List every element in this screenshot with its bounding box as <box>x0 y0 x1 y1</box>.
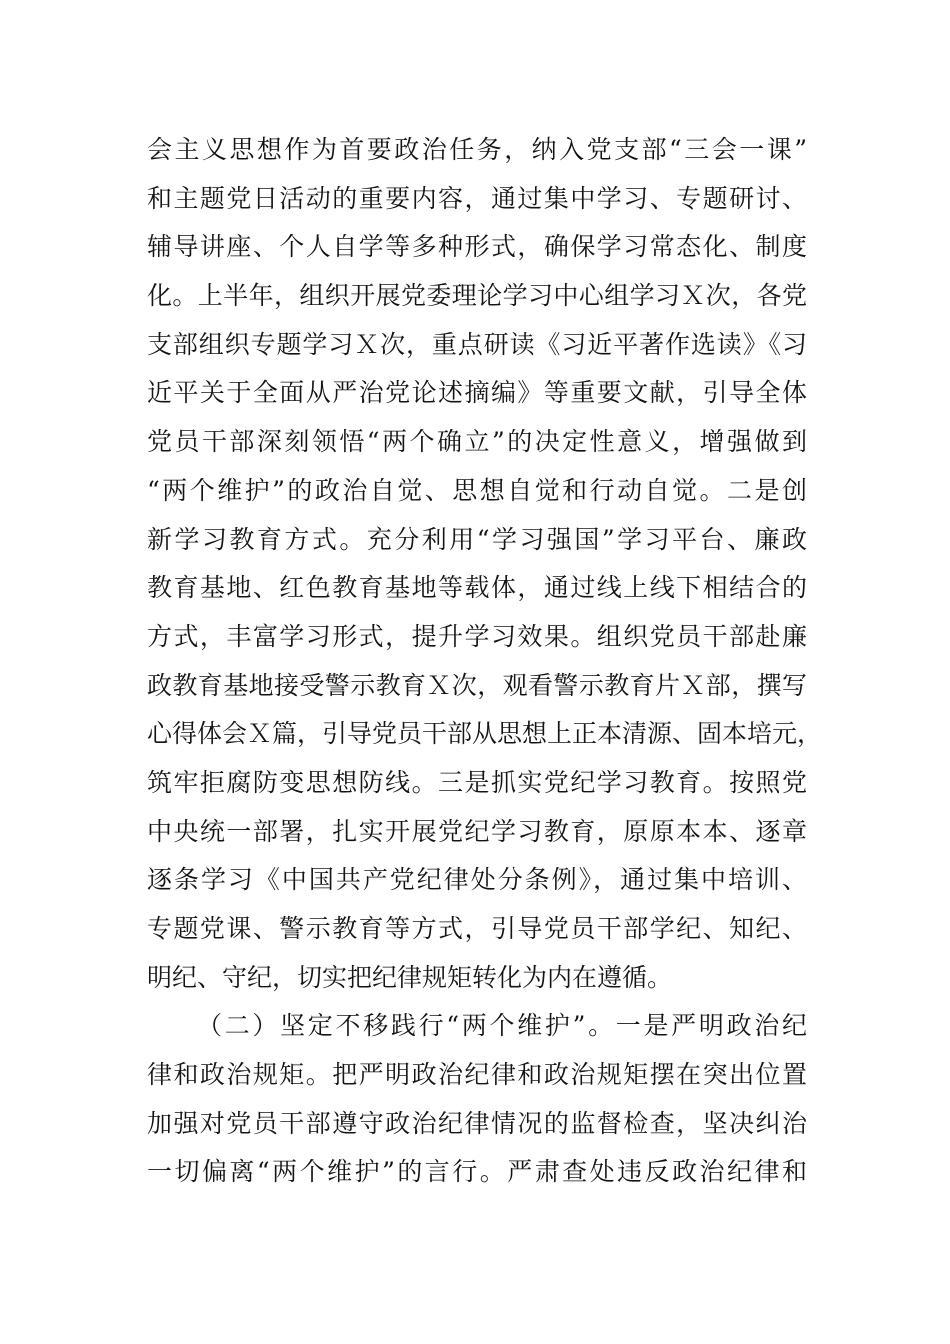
paragraph-1-line: 辅导讲座、个人自学等多种形式，确保学习常态化、制度 <box>147 232 807 262</box>
paragraph-2-line: 律和政治规矩。把严明政治纪律和政治规矩摆在突出位置 <box>147 1060 807 1090</box>
document-body <box>147 126 823 1197</box>
paragraph-1-line: 中央统一部署，扎实开展党纪学习教育，原原本本、逐章 <box>147 816 807 846</box>
paragraph-1-line: 教育基地、红色教育基地等载体，通过线上线下相结合的 <box>147 573 807 603</box>
paragraph-1-line: 支部组织专题学习Ｘ次，重点研读《习近平著作选读》《习 <box>147 329 807 359</box>
paragraph-1-line: “两个维护”的政治自觉、思想自觉和行动自觉。二是创 <box>147 475 807 505</box>
paragraph-1-line: 会主义思想作为首要政治任务，纳入党支部“三会一课” <box>147 135 807 164</box>
paragraph-1-line: 心得体会Ｘ篇，引导党员干部从思想上正本清源、固本培元， <box>147 719 823 749</box>
paragraph-1-line: 和主题党日活动的重要内容，通过集中学习、专题研讨、 <box>147 183 807 213</box>
paragraph-1-line: 新学习教育方式。充分利用“学习强国”学习平台、廉政 <box>147 524 807 554</box>
paragraph-1-line: 专题党课、警示教育等方式，引导党员干部学纪、知纪、 <box>147 914 807 943</box>
paragraph-1-line: 逐条学习《中国共产党纪律处分条例》，通过集中培训、 <box>147 865 807 895</box>
paragraph-2-heading-line: （二）坚定不移践行“两个维护”。一是严明政治纪 <box>197 1011 807 1041</box>
paragraph-1-line: 政教育基地接受警示教育Ｘ次，观看警示教育片Ｘ部，撰写 <box>147 670 807 700</box>
paragraph-2-line: 加强对党员干部遵守政治纪律情况的监督检查，坚决纠治 <box>147 1108 807 1138</box>
paragraph-1-line: 方式，丰富学习形式，提升学习效果。组织党员干部赴廉 <box>147 621 807 651</box>
paragraph-1-line: 近平关于全面从严治党论述摘编》等重要文献，引导全体 <box>147 378 807 408</box>
paragraph-1-line: 化。上半年，组织开展党委理论学习中心组学习Ｘ次，各党 <box>147 281 807 311</box>
paragraph-1-line: 筑牢拒腐防变思想防线。三是抓实党纪学习教育。按照党 <box>147 767 807 797</box>
paragraph-2-line: 一切偏离“两个维护”的言行。严肃查处违反政治纪律和 <box>147 1157 807 1187</box>
paragraph-1-line: 明纪、守纪，切实把纪律规矩转化为内在遵循。 <box>147 962 673 992</box>
paragraph-1-line: 党员干部深刻领悟“两个确立”的决定性意义，增强做到 <box>147 427 807 457</box>
